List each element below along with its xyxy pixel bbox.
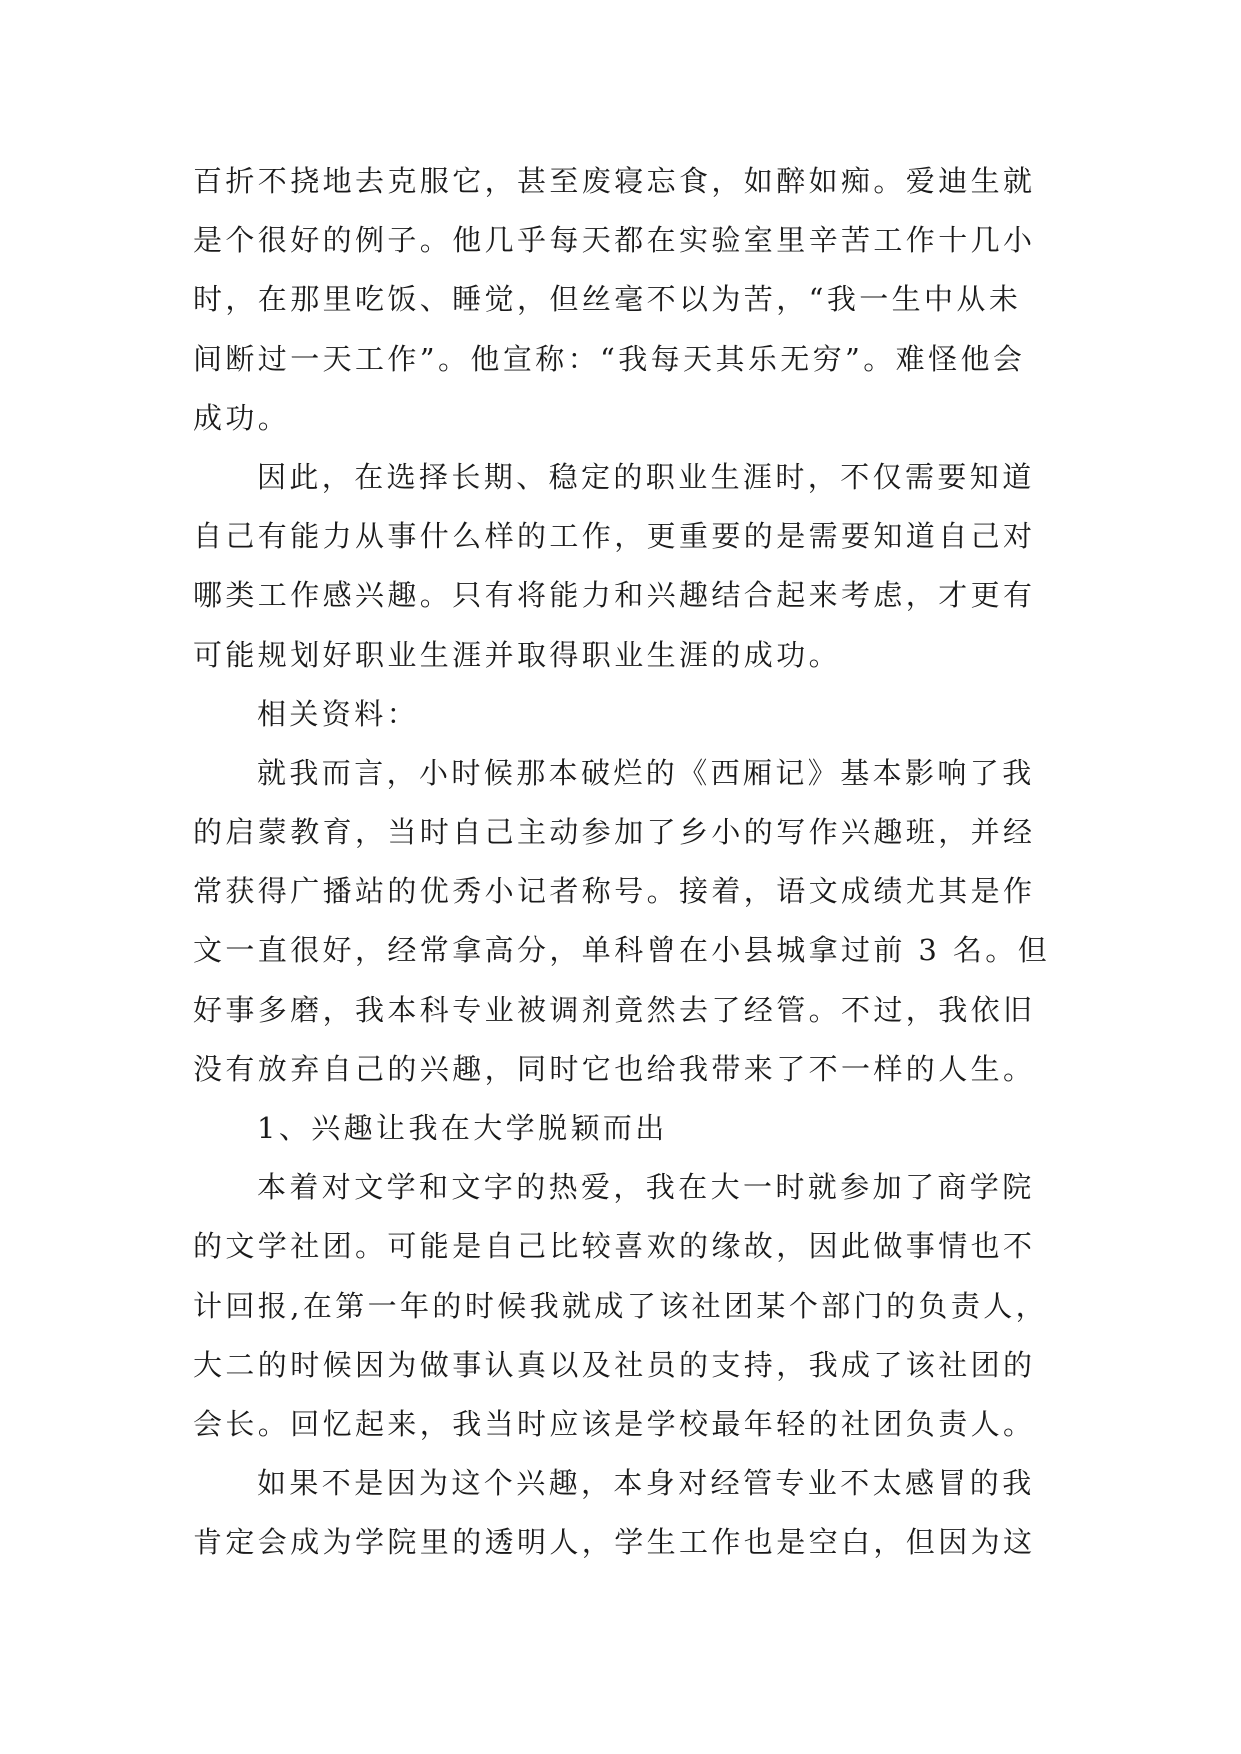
text-line: 就我而言，小时候那本破烂的《西厢记》基本影响了我 — [257, 755, 1035, 790]
text-line: 的启蒙教育，当时自己主动参加了乡小的写作兴趣班，并经 — [193, 815, 1036, 850]
text-line: 哪类工作感兴趣。只有将能力和兴趣结合起来考虑，才更有 — [193, 578, 1036, 613]
text-line: 间断过一天工作”。他宣称：“我每天其乐无穷”。难怪他会 — [193, 341, 1026, 376]
text-line: 因此，在选择长期、稳定的职业生涯时，不仅需要知道 — [257, 459, 1035, 494]
text-line: 如果不是因为这个兴趣，本身对经管专业不太感冒的我 — [257, 1466, 1035, 1501]
text-line: 好事多磨，我本科专业被调剂竟然去了经管。不过，我依旧 — [193, 992, 1036, 1027]
section-label: 相关资料： — [257, 696, 420, 731]
text-line: 文一直很好，经常拿高分，单科曾在小县城拿过前 3 名。但 — [193, 933, 1051, 968]
text-line: 计回报,在第一年的时候我就成了该社团某个部门的负责人， — [193, 1288, 1049, 1323]
section-heading: 1、兴趣让我在大学脱颖而出 — [257, 1111, 668, 1145]
text-line: 百折不挠地去克服它，甚至废寝忘食，如醉如痴。爱迪生就 — [193, 164, 1036, 198]
text-line: 本着对文学和文字的热爱，我在大一时就参加了商学院 — [257, 1170, 1035, 1205]
text-line: 可能规划好职业生涯并取得职业生涯的成功。 — [193, 637, 842, 672]
text-line: 没有放弃自己的兴趣，同时它也给我带来了不一样的人生。 — [193, 1051, 1036, 1086]
text-line: 常获得广播站的优秀小记者称号。接着，语文成绩尤其是作 — [193, 874, 1036, 909]
text-line: 大二的时候因为做事认真以及社员的支持，我成了该社团的 — [193, 1347, 1036, 1382]
document-body — [193, 152, 1073, 1573]
text-line: 时，在那里吃饭、睡觉，但丝毫不以为苦，“我一生中从未 — [193, 282, 1022, 317]
text-line: 是个很好的例子。他几乎每天都在实验室里辛苦工作十几小 — [193, 223, 1036, 258]
text-line: 自己有能力从事什么样的工作，更重要的是需要知道自己对 — [193, 519, 1036, 554]
text-line: 会长。回忆起来，我当时应该是学校最年轻的社团负责人。 — [193, 1406, 1036, 1441]
text-line: 的文学社团。可能是自己比较喜欢的缘故，因此做事情也不 — [193, 1229, 1036, 1264]
text-line: 肯定会成为学院里的透明人，学生工作也是空白，但因为这 — [193, 1525, 1036, 1560]
text-line: 成功。 — [193, 400, 291, 435]
